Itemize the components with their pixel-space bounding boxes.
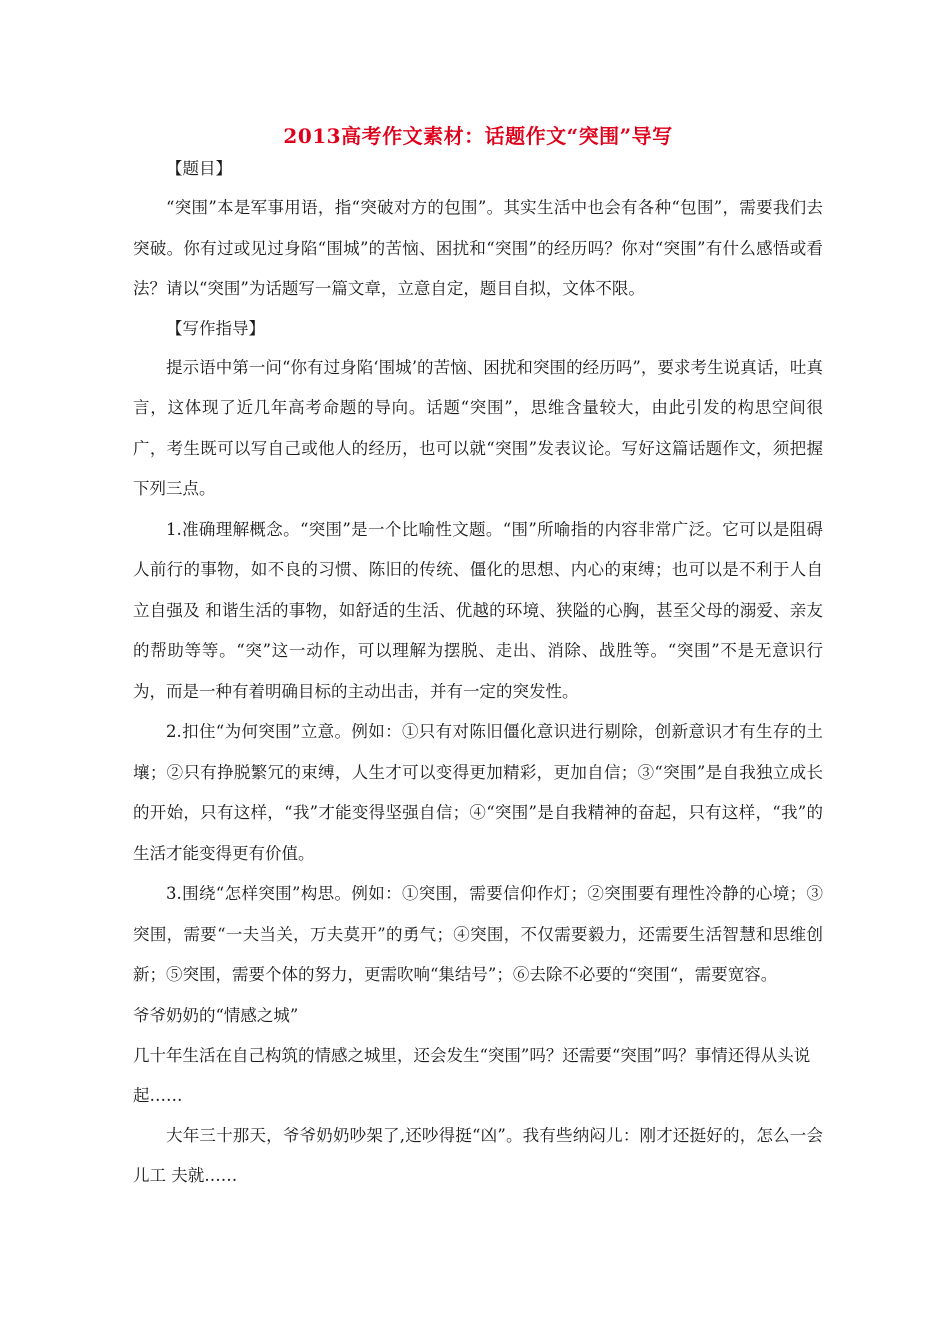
document-body [133, 118, 823, 1197]
guide-paragraph: 提示语中第一问“你有过身陷‘围城’的苦恼、困扰和突围的经历吗”，要求考生说真话，吐真言，这体现了近几年高考命题的导向。话题“突围”，思维含量较大，由此引发的构思空间很广，考生既可以写自己或他人的经历，也可以就“突围”发表议论。写好这篇话题作文，须把握下列三点。 [133, 357, 823, 498]
point-2-paragraph: 2.扣住“为何突围”立意。例如：①只有对陈旧僵化意识进行剔除，创新意识才有生存的土壤；②只有挣脱繁冗的束缚，人生才可以变得更加精彩，更加自信；③“突围”是自我独立成长的开始，只有这样，“我”才能变得坚强自信；④“突围”是自我精神的奋起，只有这样，“我”的生活才能变得更有价值。 [133, 722, 823, 863]
essay-body: 大年三十那天，爷爷奶奶吵架了,还吵得挺“凶”。我有些纳闷儿：刚才还挺好的，怎么一会儿工 夫就…… [133, 1125, 823, 1185]
essay-intro: 几十年生活在自己构筑的情感之城里，还会发生“突围”吗？还需要“突围”吗？事情还得从头说起…… [133, 1045, 811, 1105]
topic-heading: 【题目】 [166, 159, 232, 178]
point-3-paragraph: 3.围绕“怎样突围”构思。例如：①突围，需要信仰作灯；②突围要有理性冷静的心境；③突围，需要“一夫当关，万夫莫开”的勇气；④突围，不仅需要毅力，还需要生活智慧和思维创新；⑤突围，需要个体的努力，更需吹响“集结号”；⑥去除不必要的“突围“，需要宽容。 [133, 884, 823, 984]
essay-title: 爷爷奶奶的“情感之城” [133, 1005, 299, 1025]
document-title: 2013高考作文素材：话题作文“突围”导写 [283, 124, 673, 148]
topic-paragraph: “突围”本是军事用语，指“突破对方的包围”。其实生活中也会有各种“包围”，需要我们去突破。你有过或见过身陷“围城”的苦恼、困扰和“突围”的经历吗？你对“突围”有什么感悟或看法？请以“突围”为话题写一篇文章，立意自定，题目自拟，文体不限。 [133, 198, 823, 298]
point-1-paragraph: 1.准确理解概念。“突围”是一个比喻性文题。“围”所喻指的内容非常广泛。它可以是阻碍人前行的事物，如不良的习惯、陈旧的传统、僵化的思想、内心的束缚；也可以是不利于人自立自强及 和谐生活的事物，如舒适的生活、优越的环境、狭隘的心胸，甚至父母的溺爱、亲友的帮助等等。“突”这一动作，可以理解为摆脱、走出、消除、战胜等。“突围”不是无意识行为，而是一种有着明确目标的主动出击，并有一定的突发性。 [133, 519, 823, 701]
guide-heading: 【写作指导】 [166, 318, 265, 338]
